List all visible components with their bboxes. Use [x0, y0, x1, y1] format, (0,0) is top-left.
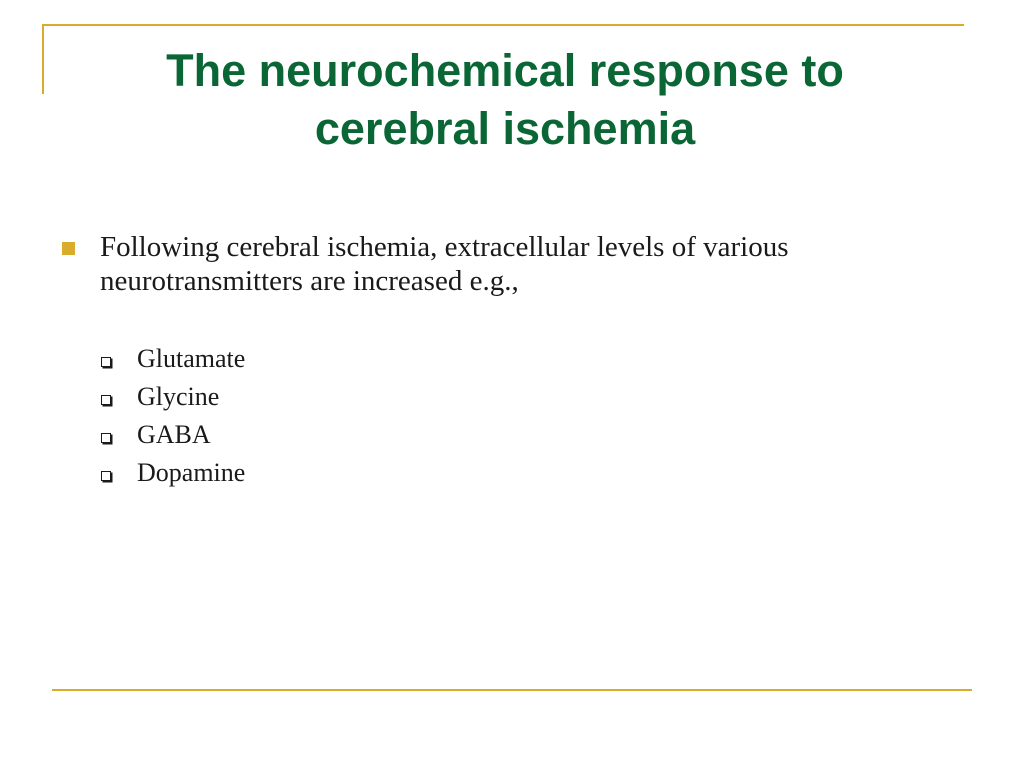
hollow-square-bullet-icon [101, 433, 111, 443]
hollow-square-bullet-icon [101, 395, 111, 405]
frame-bottom-line [52, 689, 972, 691]
neurotransmitter-list [100, 340, 700, 492]
list-item-label: GABA [137, 420, 211, 449]
list-item [100, 378, 700, 416]
main-bullet [62, 230, 942, 298]
slide-title-line-2: cerebral ischemia [314, 103, 696, 154]
slide-title [60, 42, 950, 158]
list-item-label: Glutamate [137, 344, 246, 373]
hollow-square-bullet-icon [101, 471, 111, 481]
main-bullet-line-1: Following cerebral ischemia, extracellular levels of various [100, 231, 789, 263]
list-item [100, 340, 700, 378]
list-item [100, 416, 700, 454]
list-item-label: Dopamine [137, 458, 246, 487]
list-item-label: Glycine [137, 382, 220, 411]
frame-left-line [42, 24, 44, 94]
main-bullet-text [100, 230, 942, 298]
main-bullet-line-2: neurotransmitters are increased e.g., [100, 265, 519, 297]
square-bullet-icon [62, 242, 75, 255]
list-item [100, 454, 700, 492]
hollow-square-bullet-icon [101, 357, 111, 367]
slide-title-line-1: The neurochemical response to [166, 45, 844, 96]
frame-top-line [42, 24, 964, 26]
